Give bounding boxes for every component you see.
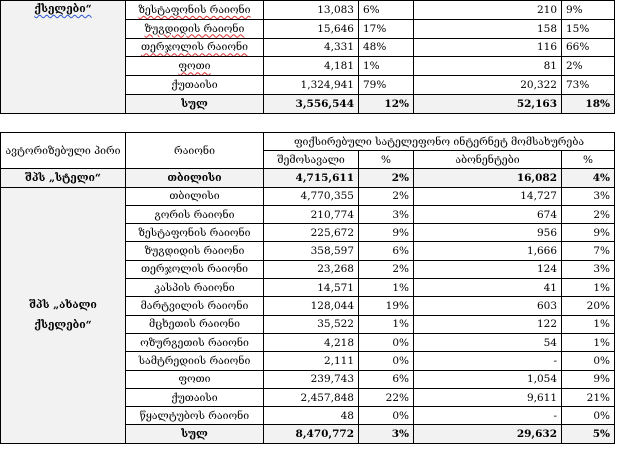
subscribers-value: 41 [414,279,562,297]
provider-name-text: ქსელები“ [34,3,92,15]
region-name [126,57,264,76]
region-column-header: რაიონი [126,133,264,169]
subscribers-value: 124 [414,260,562,278]
provider-name [1,1,126,114]
subscribers-percent: 3% [562,187,615,205]
revenue-value: 4,331 [264,38,359,57]
revenue-percent: 0% [359,407,414,425]
region-name: თბილისი [126,169,264,187]
revenue-value: 4,715,611 [264,169,359,187]
revenue-value: 13,083 [264,1,359,20]
total-revenue-percent: 12% [359,94,414,113]
table-row [1,1,615,20]
revenue-percent: 3% [359,205,414,223]
region-name [126,19,264,38]
market-share-table-top [0,0,615,114]
region-name-text: ქუთაისი [171,79,218,92]
table-row [1,187,615,205]
revenue-value: 4,770,355 [264,187,359,205]
subscribers-value: 116 [414,38,562,57]
revenue-value: 4,181 [264,57,359,76]
revenue-percent: 1% [359,279,414,297]
subscribers-value: 210 [414,1,562,20]
internet-service-table [0,132,615,444]
subscribers-value: 603 [414,297,562,315]
revenue-value: 128,044 [264,297,359,315]
revenue-value: 1,324,941 [264,76,359,95]
revenue-value: 239,743 [264,370,359,388]
total-subscribers: 52,163 [414,94,562,113]
region-name: ზუგდიდის რაიონი [126,242,264,260]
region-name: მცხეთის რაიონი [126,315,264,333]
revenue-value: 2,457,848 [264,388,359,406]
subscribers-percent: 4% [562,169,615,187]
revenue-value: 210,774 [264,205,359,223]
revenue-percent: 9% [359,224,414,242]
subscribers-value: 16,082 [414,169,562,187]
subscribers-percent: 1% [562,279,615,297]
revenue-value: 48 [264,407,359,425]
provider-name: შპს „ახალი ქსელები“ [1,187,126,443]
region-name: ქუთაისი [126,388,264,406]
subscribers-value: 20,322 [414,76,562,95]
region-name-text: თერჯოლის რაიონი [140,41,249,54]
total-revenue-percent: 3% [359,425,414,443]
subscribers-percent: 9% [562,370,615,388]
region-name [126,38,264,57]
region-name: სამტრედიის რაიონი [126,352,264,370]
revenue-percent: 22% [359,388,414,406]
subscribers-percent: 0% [562,407,615,425]
region-name: წყალტუბოს რაიონი [126,407,264,425]
revenue-percent: 2% [359,260,414,278]
revenue-percent: 2% [359,169,414,187]
subscribers-value: 956 [414,224,562,242]
subscribers-value: 14,727 [414,187,562,205]
subscribers-percent: 66% [562,38,615,57]
revenue-percent: 48% [359,38,414,57]
provider-column-header: ავტორიზებული პირი [1,133,126,169]
region-name [126,76,264,95]
revenue-value: 23,268 [264,260,359,278]
revenue-percent: 1% [359,57,414,76]
subscribers-percent: 1% [562,315,615,333]
region-name: ზესტაფონის რაიონი [126,224,264,242]
subscribers-percent: 15% [562,19,615,38]
region-name: გორის რაიონი [126,205,264,223]
total-subscribers-percent: 18% [562,94,615,113]
revenue-percent: 6% [359,242,414,260]
revenue-value: 358,597 [264,242,359,260]
region-name: თბილისი [126,187,264,205]
subscribers-percent: 7% [562,242,615,260]
subscribers-percent: 1% [562,333,615,351]
subscribers-value: - [414,407,562,425]
revenue-percent: 0% [359,333,414,351]
revenue-value: 35,522 [264,315,359,333]
revenue-percent: 6% [359,1,414,20]
subscribers-percent: 20% [562,297,615,315]
total-revenue: 3,556,544 [264,94,359,113]
total-revenue: 8,470,772 [264,425,359,443]
subscribers-value: 158 [414,19,562,38]
region-name-text: ზუგდიდის რაიონი [144,22,245,35]
subscribers-value: 54 [414,333,562,351]
revenue-value: 225,672 [264,224,359,242]
subscribers-percent: 2% [562,57,615,76]
subscribers-percent: 21% [562,388,615,406]
revenue-percent: 17% [359,19,414,38]
revenue-value: 15,646 [264,19,359,38]
subscribers-value: 81 [414,57,562,76]
subscribers-value: - [414,352,562,370]
revenue-column-header: შემოსავალი [264,151,359,169]
revenue-value: 14,571 [264,279,359,297]
revenue-percent: 79% [359,76,414,95]
subscribers-percent-header: % [562,151,615,169]
service-column-header: ფიქსირებული სატელეფონო ინტერნეტ მომსახურება [264,133,615,151]
total-subscribers: 29,632 [414,425,562,443]
first-provider-row [1,169,615,187]
total-subscribers-percent: 5% [562,425,615,443]
subscribers-percent: 0% [562,352,615,370]
subscribers-value: 1,666 [414,242,562,260]
subscribers-value: 122 [414,315,562,333]
region-name [126,1,264,20]
revenue-percent: 6% [359,370,414,388]
revenue-percent-header: % [359,151,414,169]
region-name-text: ზესტაფონის რაიონი [138,3,251,16]
subscribers-percent: 73% [562,76,615,95]
subscribers-value: 1,054 [414,370,562,388]
subscribers-value: 9,611 [414,388,562,406]
revenue-percent: 19% [359,297,414,315]
region-name: კასპის რაიონი [126,279,264,297]
region-name: მარტვილის რაიონი [126,297,264,315]
region-name: ოზურგეთის რაიონი [126,333,264,351]
revenue-percent: 0% [359,352,414,370]
provider-name: შპს „სტელი“ [1,169,126,187]
subscribers-column-header: აბონენტები [414,151,562,169]
revenue-value: 4,218 [264,333,359,351]
revenue-percent: 1% [359,315,414,333]
region-name: ფოთი [126,370,264,388]
region-name-text: ფოთი [178,60,211,73]
subscribers-percent: 3% [562,260,615,278]
subscribers-percent: 9% [562,224,615,242]
region-name: თერჯოლის რაიონი [126,260,264,278]
revenue-value: 2,111 [264,352,359,370]
subscribers-percent: 2% [562,205,615,223]
revenue-percent: 2% [359,187,414,205]
subscribers-percent: 9% [562,1,615,20]
subscribers-value: 674 [414,205,562,223]
total-label: სულ [126,425,264,443]
total-label: სულ [126,94,264,113]
